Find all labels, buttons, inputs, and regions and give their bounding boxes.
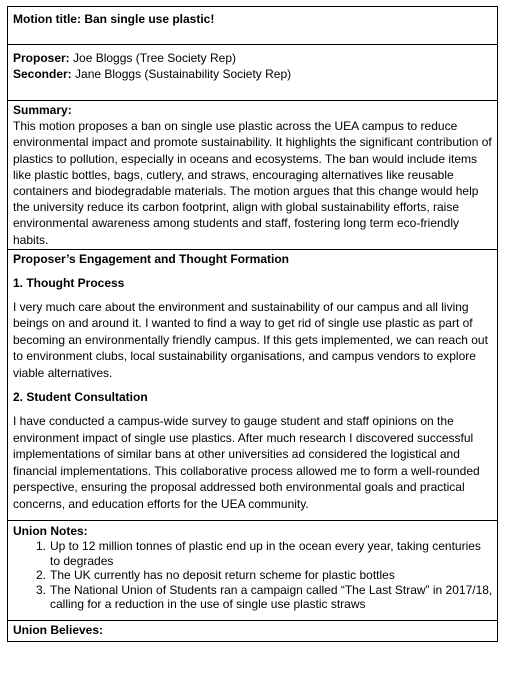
list-item-number: 3.	[35, 582, 46, 597]
proposer-line	[13, 50, 493, 66]
proposer-value: Joe Bloggs (Tree Society Rep)	[69, 51, 236, 65]
seconder-label: Seconder:	[13, 67, 72, 81]
list-item-number: 2.	[35, 568, 46, 583]
list-item	[35, 539, 493, 568]
list-item	[35, 582, 493, 612]
union-believes-heading: Union Believes:	[13, 622, 104, 637]
summary-heading: Summary:	[13, 103, 72, 117]
thought-process-text: I very much care about the environment and sustainability of our campus and all living beings on and around it. I wanted to find a way to get rid of single use plastic as part of becoming an environmentally friendly campus. If this gets implemented, we can reach out to environment clubs, local sustainability organisations, and campus vendors to explore viable alternatives.	[13, 299, 488, 380]
proposer-seconder-cell	[8, 45, 497, 101]
engagement-cell	[8, 250, 497, 522]
union-notes-list	[13, 539, 493, 612]
thought-process-heading: 1. Thought Process	[13, 275, 125, 290]
union-believes-cell	[8, 621, 497, 641]
motion-title-cell	[8, 7, 497, 45]
union-notes-heading: Union Notes:	[13, 524, 88, 539]
list-item	[35, 568, 493, 583]
union-notes-cell	[8, 521, 497, 621]
seconder-line	[13, 66, 493, 82]
list-item-number: 1.	[35, 539, 46, 554]
list-item-text: Up to 12 million tonnes of plastic end up in the ocean every year, taking centuries to degrades	[50, 539, 481, 568]
motion-document	[7, 6, 498, 642]
seconder-value: Jane Bloggs (Sustainability Society Rep)	[71, 67, 292, 81]
list-item-text: The UK currently has no deposit return scheme for plastic bottles	[50, 568, 395, 583]
summary-text: This motion proposes a ban on single use plastic across the UEA campus to reduce environmental impact and promote sustainability. It highlights the significant contribution of plastics to pollution, especially in oceans and ecosystems. The ban would include items like plastic bottles, bags, cutlery, and straws, encouraging alternatives like reusable containers and biodegradable materials. The motion argues that this change would help the university reduce its carbon footprint, align with global sustainability efforts, raise environmental awareness among students and staff, fostering long term eco-friendly habits.	[13, 119, 492, 247]
motion-title: Motion title: Ban single use plastic!	[13, 12, 215, 26]
engagement-heading: Proposer’s Engagement and Thought Formation	[13, 251, 290, 266]
student-consultation-heading: 2. Student Consultation	[13, 390, 148, 405]
list-item-text: The National Union of Students ran a campaign called “The Last Straw” in 2017/18, calling for a reduction in the use of single use plastic straws	[50, 582, 493, 612]
summary-cell	[8, 101, 497, 250]
student-consultation-text: I have conducted a campus-wide survey to gauge student and staff opinions on the environment impact of single use plastics. After much research I discovered successful implementations of similar bans at other universities ad considered the logistical and financial implementations. This collaborative process allowed me to form a well-rounded perspective, ensuring the proposal addressed both environmental goals and practical concerns, and education efforts for the UEA community.	[13, 414, 480, 511]
proposer-label: Proposer:	[13, 51, 70, 65]
